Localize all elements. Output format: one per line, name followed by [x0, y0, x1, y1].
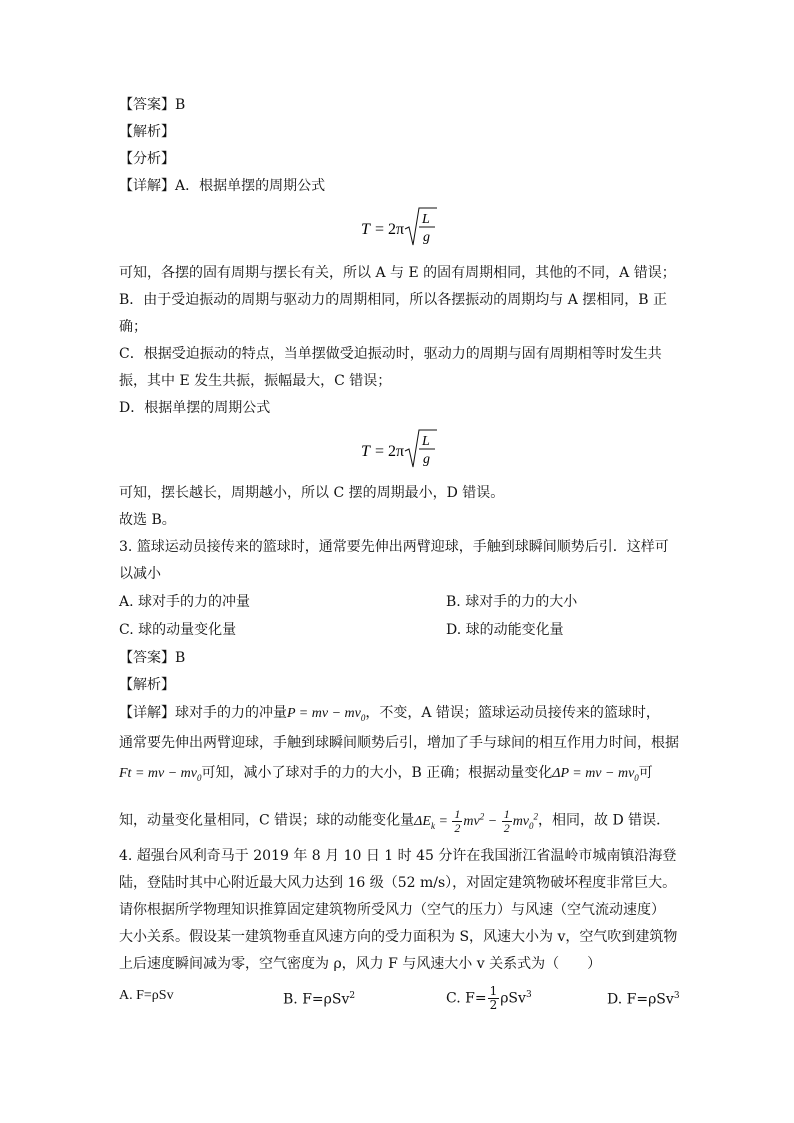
q3-detail-2: 通常要先伸出两臂迎球，手触到球瞬间顺势后引，增加了手与球间的相互作用力时间，根据 — [119, 735, 679, 751]
formula-eq: = 2π — [375, 221, 405, 238]
detail-line-c2: 振，其中 E 发生共振，振幅最大，C 错误； — [119, 373, 392, 389]
formula2-num: L — [422, 434, 430, 449]
detail-line-a2: 可知，各摆的固有周期与摆长有关，所以 A 与 E 的固有周期相同，其他的不同，A 错误； — [119, 265, 676, 281]
detail-line-c1: C．根据受迫振动的特点，当单摆做受迫振动时，驱动力的周期与固有周期相等时发生共 — [119, 346, 662, 362]
q3-option-c: C. 球的动量变化量 — [119, 622, 237, 638]
detail-line-d1: D．根据单摆的周期公式 — [119, 400, 271, 416]
detail-line-b2: 确； — [119, 319, 147, 335]
formula2-den: g — [423, 452, 430, 467]
q4-stem-4: 大小关系。假设某一建筑物垂直风速方向的受力面积为 S，风速大小为 v，空气吹到建筑物 — [119, 929, 678, 945]
formula2-lhs: T — [361, 443, 370, 460]
formula-den: g — [423, 230, 430, 245]
period-formula-1 — [361, 205, 451, 256]
formula2-eq: = 2π — [375, 443, 405, 460]
conclusion: 故选 B。 — [119, 512, 176, 528]
q4-option-d: D. F=ρSv$^3$ — [607, 991, 680, 1008]
q3-option-d: D. 球的动能变化量 — [446, 622, 564, 638]
fenxi-label: 【分析】 — [119, 151, 175, 167]
q3-detail-1a: 【详解】球对手的力的冲量 — [119, 705, 287, 721]
q3-momentum-theorem: Ft = mv − $mv_0$ — [119, 766, 202, 783]
q3-analysis-label: 【解析】 — [119, 677, 175, 693]
formula-svg-2 — [361, 427, 451, 473]
q3-detail-3a: 可知，减小了球对手的力的大小，B 正确；根据动量变化 — [201, 765, 553, 781]
detail-line-d2: 可知，摆长越长，周期越小，所以 C 摆的周期最小，D 错误。 — [119, 485, 505, 501]
q3-delta-p: ΔP = mv − $mv_0$ — [552, 766, 639, 783]
q4-stem-1: 4. 超强台风利奇马于 2019 年 8 月 10 日 1 时 45 分许在我国浙江省温岭市城南镇沿海登 — [119, 848, 677, 864]
formula-svg — [361, 205, 451, 251]
q3-kinetic-energy-formula: $\Delta E_k$ = $\frac{1}{2}$ $mv^2$ − $\frac{1}{2}$ $mv_0^2$ — [414, 806, 539, 835]
q4-stem-5: 上后速度瞬间减为零，空气密度为 ρ，风力 F 与风速大小 v 关系式为（ ） — [119, 956, 602, 972]
q3-option-b: B. 球对手的力的大小 — [446, 594, 578, 610]
period-formula-2 — [361, 427, 451, 478]
q3-detail-3 — [119, 763, 653, 788]
q4-stem-2: 陆，登陆时其中心附近最大风力达到 16 级（52 m/s），对固定建筑物破坏程度非常巨大。 — [119, 875, 677, 891]
q4-option-a: A. F=ρSv — [119, 988, 174, 1003]
formula-lhs: T — [361, 221, 370, 238]
q3-detail-1 — [119, 703, 660, 728]
q3-detail-3b: 可 — [638, 765, 653, 781]
q3-stem-1: 3. 篮球运动员接传来的篮球时，通常要先伸出两臂迎球，手触到球瞬间顺势后引．这样可 — [119, 539, 669, 555]
q4-option-c: C. F= $\frac{1}{2}$ ρSv$^3$ — [446, 984, 532, 1013]
q3-stem-2: 以减小 — [119, 566, 161, 582]
q3-detail-4b: ，相同，故 D 错误． — [538, 812, 671, 829]
analysis-label: 【解析】 — [119, 124, 175, 140]
formula-num: L — [422, 212, 430, 227]
detail-line-a: 【详解】A．根据单摆的周期公式 — [119, 178, 326, 194]
q3-detail-4a: 知，动量变化量相同，C 错误；球的动能变化量 — [119, 812, 415, 829]
q3-detail-4 — [119, 801, 670, 840]
q3-option-a: A. 球对手的力的冲量 — [119, 594, 251, 610]
q3-detail-1b: ，不变，A 错误；篮球运动员接传来的篮球时， — [365, 705, 660, 721]
q4-option-b: B. F=ρSv$^2$ — [283, 991, 356, 1008]
q3-answer-label: 【答案】B — [119, 650, 186, 666]
q3-impulse-formula: P = mv − $mv_0$ — [287, 706, 366, 723]
answer-label: 【答案】B — [119, 97, 186, 113]
q4-stem-3: 请你根据所学物理知识推算固定建筑物所受风力（空气的压力）与风速（空气流动速度） — [119, 902, 665, 918]
detail-line-b1: B．由于受迫振动的周期与驱动力的周期相同，所以各摆振动的周期均与 A 摆相同，B 正 — [119, 292, 668, 308]
